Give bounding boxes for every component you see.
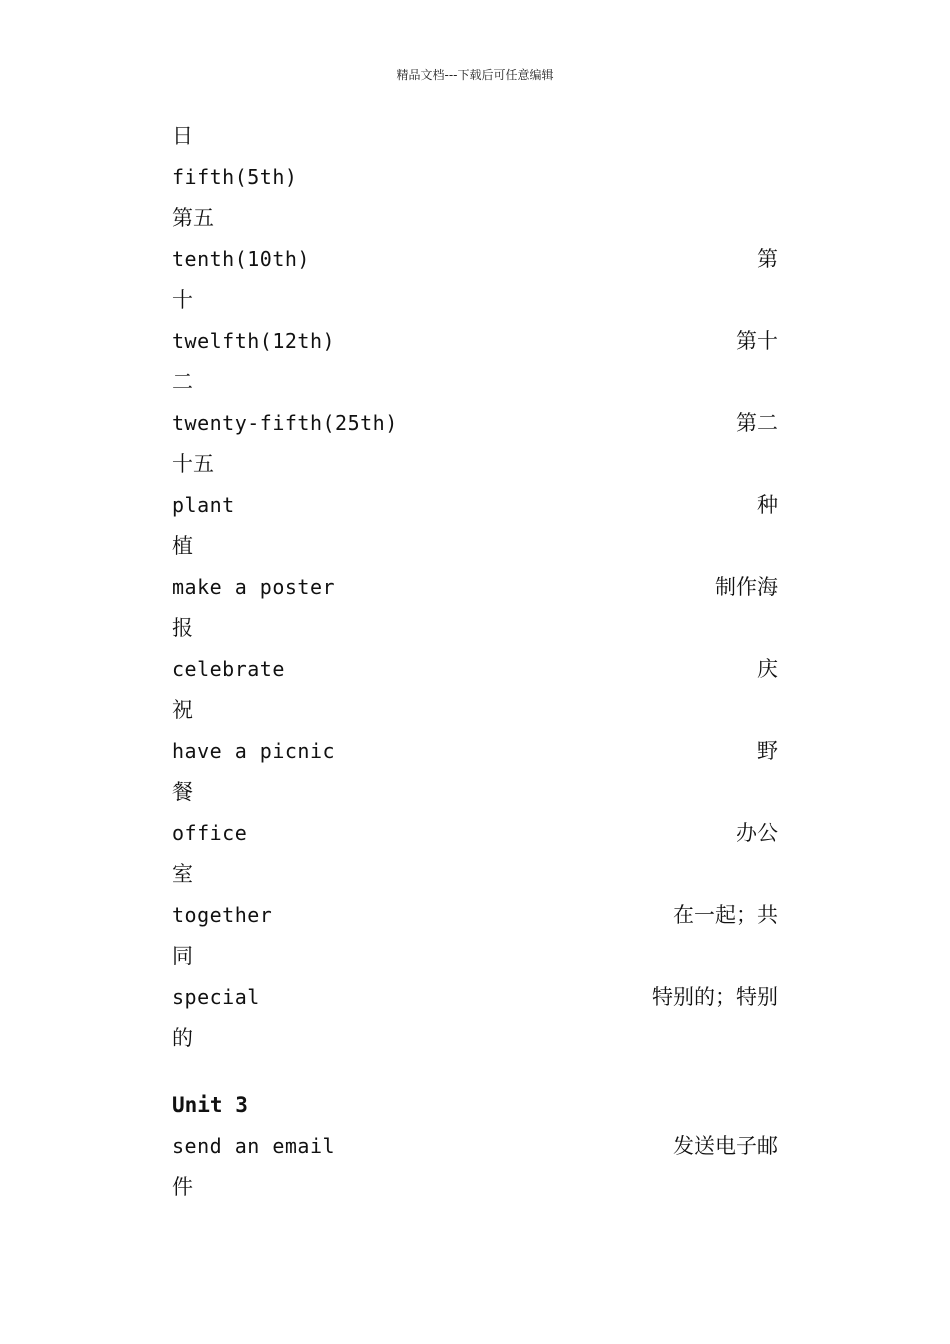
vocab-chinese: 第十 — [736, 329, 778, 353]
vocab-entry — [172, 977, 778, 1018]
vocab-chinese: 特别的；特别 — [652, 985, 778, 1009]
vocab-chinese-continuation: 同 — [172, 944, 193, 968]
vocab-chinese-continuation: 十五 — [172, 452, 214, 476]
vocab-chinese-continuation: 十 — [172, 288, 193, 312]
vocab-english: plant — [172, 493, 235, 517]
vocab-chinese: 野 — [757, 739, 778, 763]
vocab-english: twelfth(12th) — [172, 329, 336, 353]
vocab-entry — [172, 157, 778, 198]
vocab-chinese: 第 — [757, 247, 778, 271]
vocab-entry — [172, 239, 778, 280]
vocab-chinese-continuation: 餐 — [172, 780, 193, 804]
vocab-english: have a picnic — [172, 739, 336, 763]
vocab-chinese-continuation: 植 — [172, 534, 193, 558]
vocab-chinese-continuation: 第五 — [172, 206, 214, 230]
vocab-chinese-continuation: 二 — [172, 370, 193, 394]
vocab-chinese: 种 — [757, 493, 778, 517]
vocab-english: together — [172, 903, 273, 927]
vocab-chinese-continuation: 室 — [172, 862, 193, 886]
vocab-english: office — [172, 821, 248, 845]
vocab-english: twenty-fifth(25th) — [172, 411, 398, 435]
vocab-english: send an email — [172, 1134, 336, 1158]
vocab-chinese-continuation: 日 — [172, 124, 193, 148]
vocab-chinese-continuation: 报 — [172, 616, 193, 640]
vocab-chinese: 在一起；共 — [673, 903, 778, 927]
vocab-entry — [172, 649, 778, 690]
vocab-entry — [172, 485, 778, 526]
vocab-chinese: 制作海 — [715, 575, 778, 599]
vocab-chinese: 庆 — [757, 657, 778, 681]
unit3-vocab-list — [172, 1126, 778, 1208]
vocab-entry — [172, 321, 778, 362]
vocab-english: make a poster — [172, 575, 336, 599]
vocab-chinese: 发送电子邮 — [673, 1134, 778, 1158]
vocab-entry — [172, 731, 778, 772]
vocab-entry — [172, 1126, 778, 1167]
vocab-entry — [172, 895, 778, 936]
document-body — [172, 116, 778, 1208]
page-header: 精品文档---下载后可任意编辑 — [396, 68, 554, 82]
vocab-entry — [172, 813, 778, 854]
vocab-chinese-continuation: 件 — [172, 1175, 193, 1199]
vocab-chinese-continuation: 的 — [172, 1026, 193, 1050]
unit-title: Unit 3 — [172, 1093, 248, 1117]
vocab-chinese: 办公 — [736, 821, 778, 845]
vocab-english: special — [172, 985, 260, 1009]
vocab-english: tenth(10th) — [172, 247, 310, 271]
vocab-chinese: 第二 — [736, 411, 778, 435]
vocab-list — [172, 116, 778, 1059]
vocab-english: fifth(5th) — [172, 165, 298, 189]
vocab-entry — [172, 403, 778, 444]
vocab-entry — [172, 567, 778, 608]
vocab-chinese-continuation: 祝 — [172, 698, 193, 722]
vocab-english: celebrate — [172, 657, 285, 681]
